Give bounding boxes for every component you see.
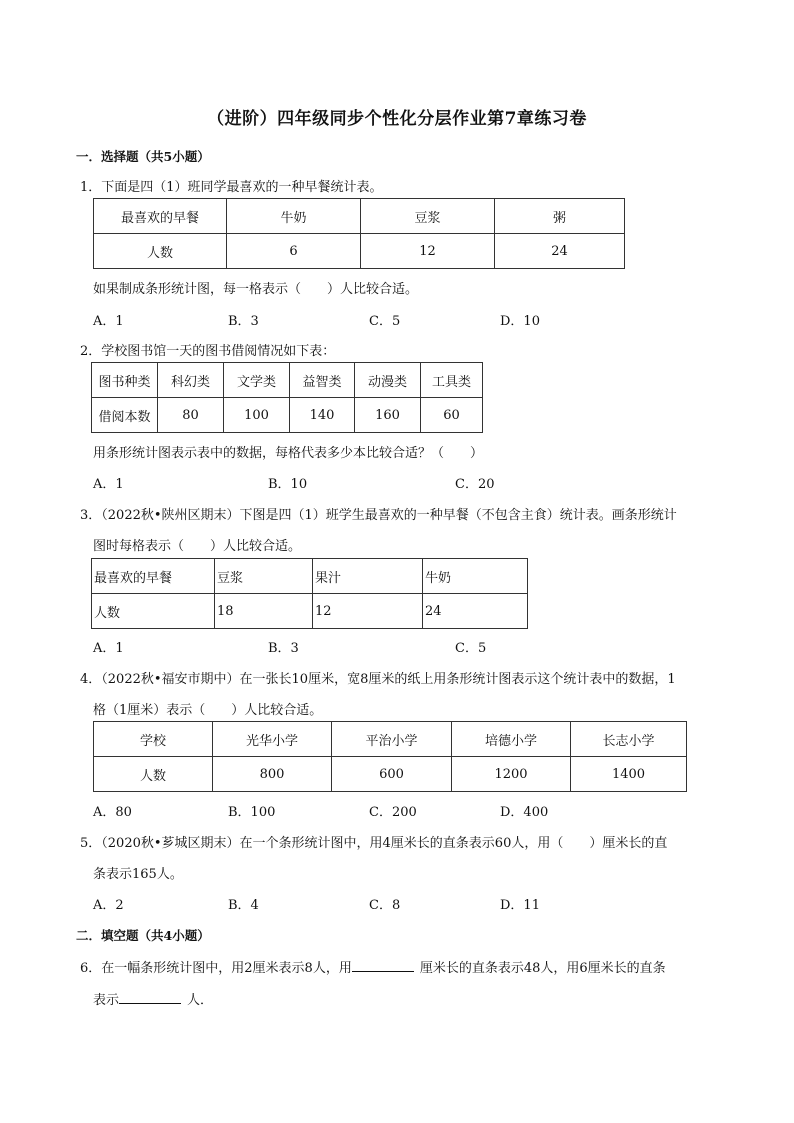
- q3-stem-line1: 3．（2022秋•陕州区期末）下图是四（1）班学生最喜欢的一种早餐（不包含主食）统计表。画条形统计: [80, 508, 677, 523]
- table-cell: 图书种类: [92, 363, 158, 398]
- table-cell: 科幻类: [158, 363, 224, 398]
- table-cell: 12: [313, 594, 423, 629]
- table-cell: 人数: [94, 234, 227, 269]
- table-row: [92, 594, 528, 629]
- q4-table: [93, 721, 687, 792]
- table-cell: 人数: [94, 757, 213, 792]
- table-cell: 长志小学: [571, 722, 687, 757]
- section-heading-choice: 一．选择题（共5小题）: [76, 149, 210, 164]
- table-cell: 牛奶: [227, 199, 361, 234]
- table-row: [92, 398, 483, 433]
- q5-option-a: A．2: [93, 898, 124, 913]
- table-cell: 豆浆: [215, 559, 313, 594]
- q5-option-d: D．11: [500, 898, 540, 913]
- table-row: [94, 199, 625, 234]
- table-cell: 80: [158, 398, 224, 433]
- q1-table: [93, 198, 625, 269]
- q6-line2: [93, 989, 213, 1008]
- table-cell: 24: [495, 234, 625, 269]
- q6-text-part4: 人．: [187, 993, 214, 1008]
- q6-text-part3: 表示: [93, 993, 120, 1008]
- table-row: [92, 559, 528, 594]
- q5-option-b: B．4: [228, 898, 259, 913]
- q4-option-d: D．400: [500, 805, 549, 820]
- table-row: [94, 234, 625, 269]
- q2-stem: 2．学校图书馆一天的图书借阅情况如下表：: [80, 344, 336, 359]
- q4-stem-line2: 格（1厘米）表示（ ）人比较合适。: [93, 703, 323, 718]
- q1-option-b: B．3: [228, 314, 259, 329]
- table-cell: 100: [224, 398, 290, 433]
- q5-stem-line2: 条表示165人。: [93, 867, 183, 882]
- table-cell: 1400: [571, 757, 687, 792]
- page-title: （进阶）四年级同步个性化分层作业第7章练习卷: [207, 109, 587, 129]
- table-cell: 学校: [94, 722, 213, 757]
- q4-option-a: A．80: [93, 805, 132, 820]
- table-cell: 600: [332, 757, 452, 792]
- table-cell: 益智类: [290, 363, 355, 398]
- q4-option-b: B．100: [228, 805, 276, 820]
- table-cell: 160: [355, 398, 421, 433]
- table-cell: 工具类: [421, 363, 483, 398]
- table-cell: 24: [423, 594, 528, 629]
- q2-option-a: A．1: [93, 477, 124, 492]
- table-cell: 1200: [452, 757, 571, 792]
- table-cell: 粥: [495, 199, 625, 234]
- table-cell: 12: [361, 234, 495, 269]
- table-row: [94, 722, 687, 757]
- q6-line1: [80, 957, 666, 976]
- table-cell: 借阅本数: [92, 398, 158, 433]
- q1-option-c: C．5: [369, 314, 401, 329]
- q1-option-a: A．1: [93, 314, 124, 329]
- q6-answer-blank-2[interactable]: [119, 989, 181, 1004]
- table-cell: 动漫类: [355, 363, 421, 398]
- table-cell: 文学类: [224, 363, 290, 398]
- q3-option-a: A．1: [93, 641, 124, 656]
- q5-option-c: C．8: [369, 898, 401, 913]
- q1-stem: 1．下面是四（1）班同学最喜欢的一种早餐统计表。: [80, 180, 383, 195]
- table-cell: 60: [421, 398, 483, 433]
- q6-text-part2: 厘米长的直条表示48人，用6厘米长的直条: [419, 961, 666, 976]
- table-row: [92, 363, 483, 398]
- q3-option-c: C．5: [455, 641, 487, 656]
- section-heading-fill: 二．填空题（共4小题）: [76, 928, 210, 943]
- q2-question: 用条形统计图表示表中的数据，每格代表多少本比较合适？（ ）: [93, 446, 484, 461]
- table-cell: 18: [215, 594, 313, 629]
- table-cell: 果汁: [313, 559, 423, 594]
- q6-answer-blank-1[interactable]: [352, 957, 414, 972]
- q5-stem-line1: 5．（2020秋•芗城区期末）在一个条形统计图中，用4厘米长的直条表示60人，用（ ）厘米长的直: [80, 836, 668, 851]
- table-cell: 最喜欢的早餐: [92, 559, 215, 594]
- q1-question: 如果制成条形统计图，每一格表示（ ）人比较合适。: [93, 282, 419, 297]
- table-cell: 人数: [92, 594, 215, 629]
- q6-text-part1: 6．在一幅条形统计图中，用2厘米表示8人，用: [80, 961, 352, 976]
- q3-table: [91, 558, 528, 629]
- q2-option-b: B．10: [268, 477, 308, 492]
- q2-table: [91, 362, 483, 433]
- q1-option-d: D．10: [500, 314, 540, 329]
- table-cell: 800: [213, 757, 332, 792]
- q2-option-c: C．20: [455, 477, 495, 492]
- table-cell: 最喜欢的早餐: [94, 199, 227, 234]
- table-cell: 140: [290, 398, 355, 433]
- q4-option-c: C．200: [369, 805, 417, 820]
- table-cell: 牛奶: [423, 559, 528, 594]
- q3-stem-line2: 图时每格表示（ ）人比较合适。: [93, 539, 302, 554]
- table-cell: 豆浆: [361, 199, 495, 234]
- table-row: [94, 757, 687, 792]
- q3-option-b: B．3: [268, 641, 299, 656]
- table-cell: 6: [227, 234, 361, 269]
- table-cell: 平治小学: [332, 722, 452, 757]
- table-cell: 光华小学: [213, 722, 332, 757]
- table-cell: 培德小学: [452, 722, 571, 757]
- q4-stem-line1: 4．（2022秋•福安市期中）在一张长10厘米，宽8厘米的纸上用条形统计图表示这个统计表中的数据，1: [80, 672, 676, 687]
